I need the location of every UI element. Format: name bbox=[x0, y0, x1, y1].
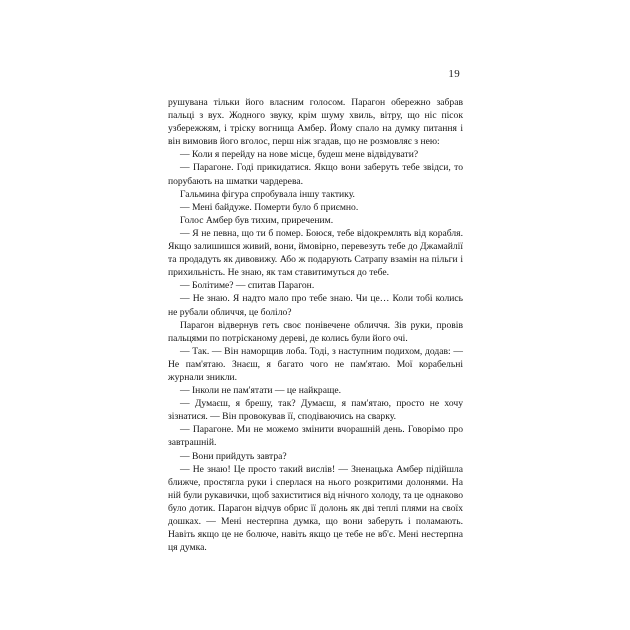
paragraph: — Парагоне. Годі прикидатися. Якщо вони заберуть тебе звідси, то порубають на шматки чардерева. bbox=[168, 162, 463, 187]
paragraph: рушувана тільки його власним голосом. Парагон обережно забрав пальці з вух. Жодного звуку, крім шуму хвиль, вітру, що ніс пісок узбережжям, і тріску вогнища Амбер. Йому спало на думку питання і він вимовив його вголос, перш ніж згадав, що не розмовляє з нею: bbox=[168, 97, 463, 148]
paragraph: — Думаєш, я брешу, так? Думаєш, я пам'ятаю, просто не хочу зізнатися. — Він провокував її, сподіваючись на сварку. bbox=[168, 398, 463, 423]
body-text-block bbox=[168, 96, 463, 554]
page-number: 19 bbox=[448, 68, 460, 80]
paragraph: — Парагоне. Ми не можемо змінити вчорашній день. Говорімо про завтрашній. bbox=[168, 424, 463, 449]
paragraph: — Я не певна, що ти б помер. Боюся, тебе відокремлять від корабля. Якщо залишишся живий, вони, ймовірно, перевезуть тебе до Джамайлії та продадуть як дивовижу. Або ж подарують Сатрапу взамін на пільги і прихильність. Не знаю, як там ставитимуться до тебе. bbox=[168, 227, 463, 279]
paragraph: Гальмина фігура спробувала іншу тактику. bbox=[180, 188, 355, 200]
paragraph: — Вони прийдуть завтра? bbox=[180, 450, 287, 462]
paragraph: Голос Амбер був тихим, приреченим. bbox=[180, 214, 334, 226]
paragraph: — Коли я перейду на нове місце, будеш мене відвідувати? bbox=[180, 149, 419, 161]
paragraph: — Інколи не пам'ятати — це найкраще. bbox=[180, 385, 341, 397]
paragraph: — Мені байдуже. Померти було б приємно. bbox=[180, 201, 359, 213]
paragraph: — Не знаю! Це просто такий вислів! — Зненацька Амбер підійшла ближче, простягла руки і сперлася на нього розкритими долонями. На ній були рукавички, щоб захиститися від нічного холоду, та це однаково було дотик. Парагон відчув обрис її долонь як дві теплі плями на своїх дошках. — Мені нестерпна думка, що вони заберуть і поламають. Навіть якщо це не болюче, навіть якщо це тебе не вб'є. Мені нестерпна ця думка. bbox=[168, 463, 463, 554]
paragraph: — Болітиме? — спитав Парагон. bbox=[180, 280, 315, 292]
paragraph: Парагон відвернув геть своє понівечене обличчя. Зів руки, провів пальцями по потрісканому дереві, де колись були його очі. bbox=[168, 319, 463, 344]
paragraph: — Так. — Він наморщив лоба. Тоді, з наступним подихом, додав: — Не пам'ятаю. Знаєш, я багато чого не пам'ятаю. Мої корабельні журнали зникли. bbox=[168, 345, 463, 383]
paragraph: — Не знаю. Я надто мало про тебе знаю. Чи це… Коли тобі колись не рубали обличчя, це боліло? bbox=[168, 293, 463, 318]
